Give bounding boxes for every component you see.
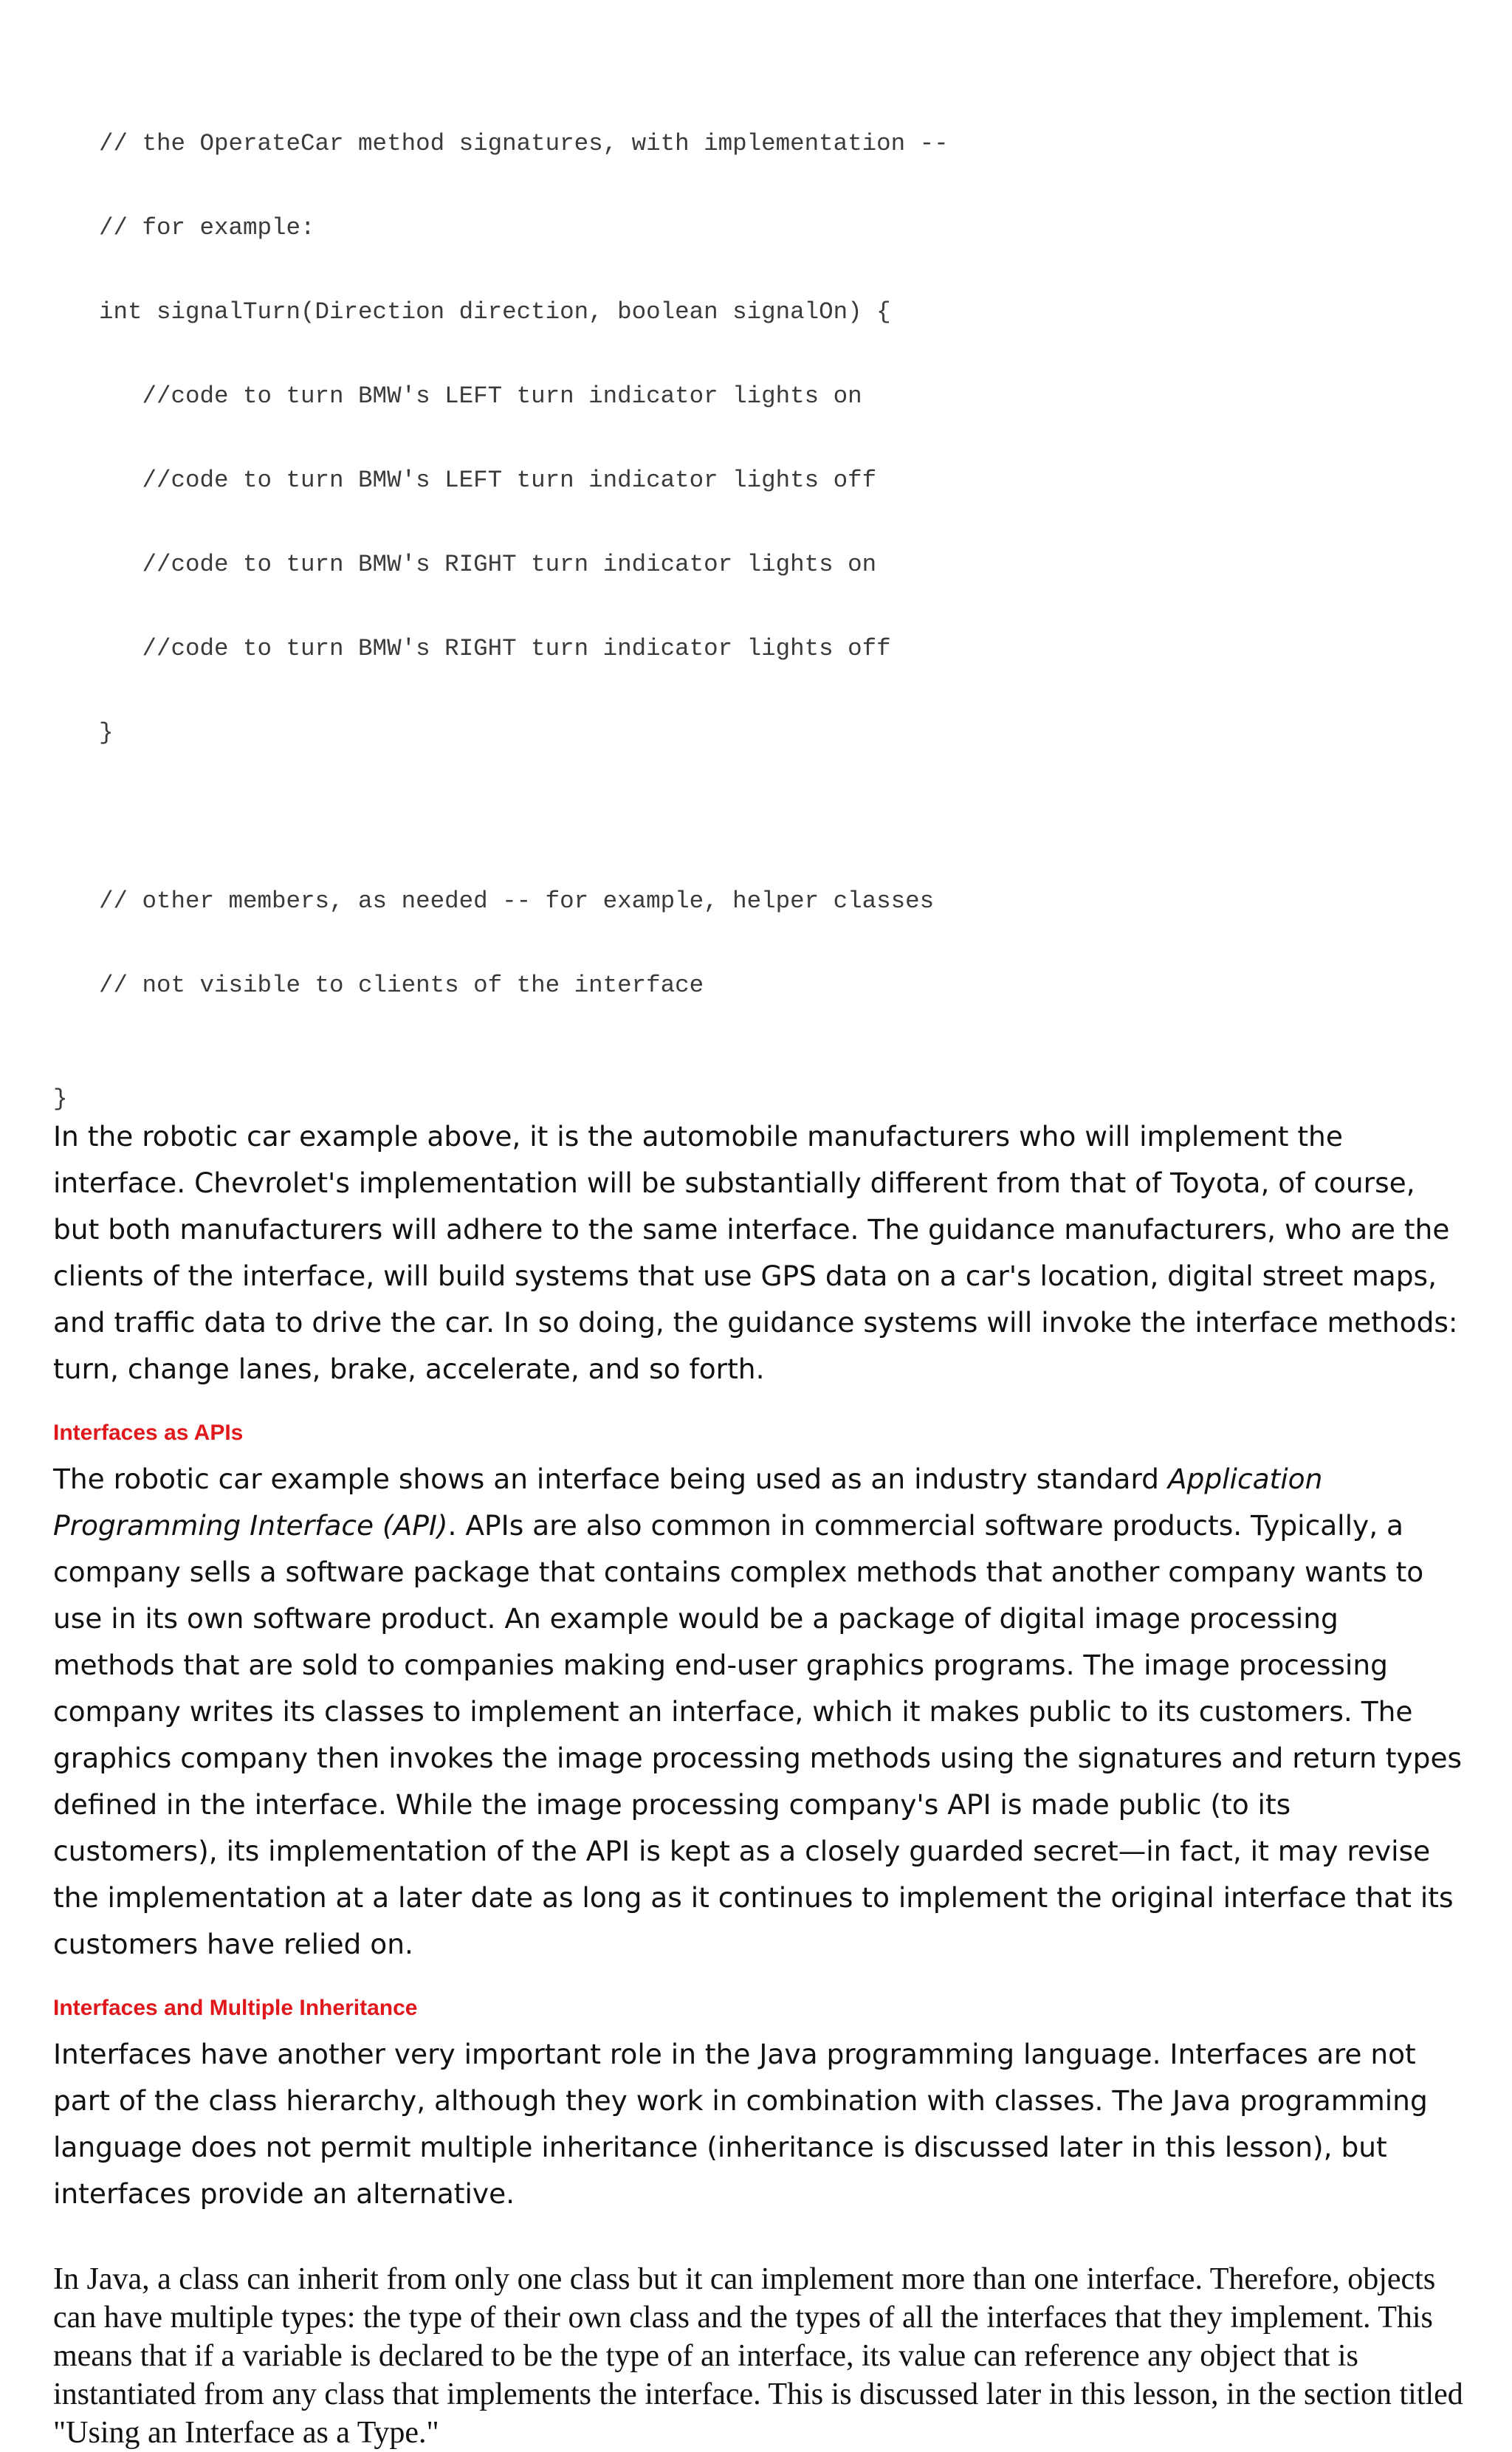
code-line: //code to turn BMW's LEFT turn indicator lights on	[99, 382, 862, 410]
code-line: // for example:	[99, 214, 315, 241]
paragraph-multiple-types: In Java, a class can inherit from only one class but it can implement more than one interface. Therefore, objects can have multiple types: the type of their own class and the types of all the interfaces that they implement. This means that if a variable is declared to be the type of an interface, its value can reference any object that is instantiated from any class that implements the interface. This is discussed later in this lesson, in the section titled "Using an Interface as a Type."	[53, 2262, 1463, 2450]
document-page	[53, 74, 1463, 2452]
paragraph-apis-intro: The robotic car example shows an interface being used as an industry standard	[53, 1463, 1168, 1495]
code-line: //code to turn BMW's LEFT turn indicator lights off	[99, 467, 877, 494]
api-term: Application Programming Interface (API)	[53, 1463, 1323, 1542]
code-blank-line	[99, 803, 1463, 831]
code-line: // other members, as needed -- for example, helper classes	[99, 887, 935, 915]
code-line: int signalTurn(Direction direction, boolean signalOn) {	[99, 298, 891, 326]
paragraph-multiple-inheritance: Interfaces have another very important role in the Java programming language. Interfaces are not part of the class hierarchy, although they work in combination with classes. The Java programming language does not permit multiple inheritance (inheritance is discussed later in this lesson), but interfaces provide an alternative.	[53, 2038, 1428, 2210]
paragraph-robotic-car: In the robotic car example above, it is the automobile manufacturers who will implement the interface. Chevrolet's implementation will be substantially different from that of Toyota, of course, but both manufacturers will adhere to the same interface. The guidance manufacturers, who are the clients of the interface, will build systems that use GPS data on a car's location, digital street maps, and traffic data to drive the car. In so doing, the guidance systems will invoke the interface methods: turn, change lanes, brake, accelerate, and so forth.	[53, 1120, 1458, 1385]
heading-multiple-inheritance: Interfaces and Multiple Inheritance	[53, 1996, 418, 2020]
code-line: // not visible to clients of the interface	[99, 972, 704, 999]
code-block	[53, 74, 1463, 1056]
code-line: //code to turn BMW's RIGHT turn indicator lights on	[99, 551, 877, 578]
code-closing-brace: }	[53, 1085, 68, 1113]
paragraph-apis-rest: . APIs are also common in commercial software products. Typically, a company sells a software package that contains complex methods that another company wants to use in its own software product. An example would be a package of digital image processing methods that are sold to companies making end-user graphics programs. The image processing company writes its classes to implement an interface, which it makes public to its customers. The graphics company then invokes the image processing methods using the signatures and return types defined in the interface. While the image processing company's API is made public (to its customers), its implementation of the API is kept as a closely guarded secret—in fact, it may revise the implementation at a later date as long as it continues to implement the original interface that its customers have relied on.	[53, 1509, 1463, 1960]
code-line: }	[99, 719, 114, 746]
code-line: // the OperateCar method signatures, with implementation --	[99, 130, 949, 157]
heading-interfaces-as-apis: Interfaces as APIs	[53, 1421, 244, 1445]
code-line: //code to turn BMW's RIGHT turn indicator lights off	[99, 635, 891, 662]
paragraph-apis	[53, 1456, 1463, 1968]
